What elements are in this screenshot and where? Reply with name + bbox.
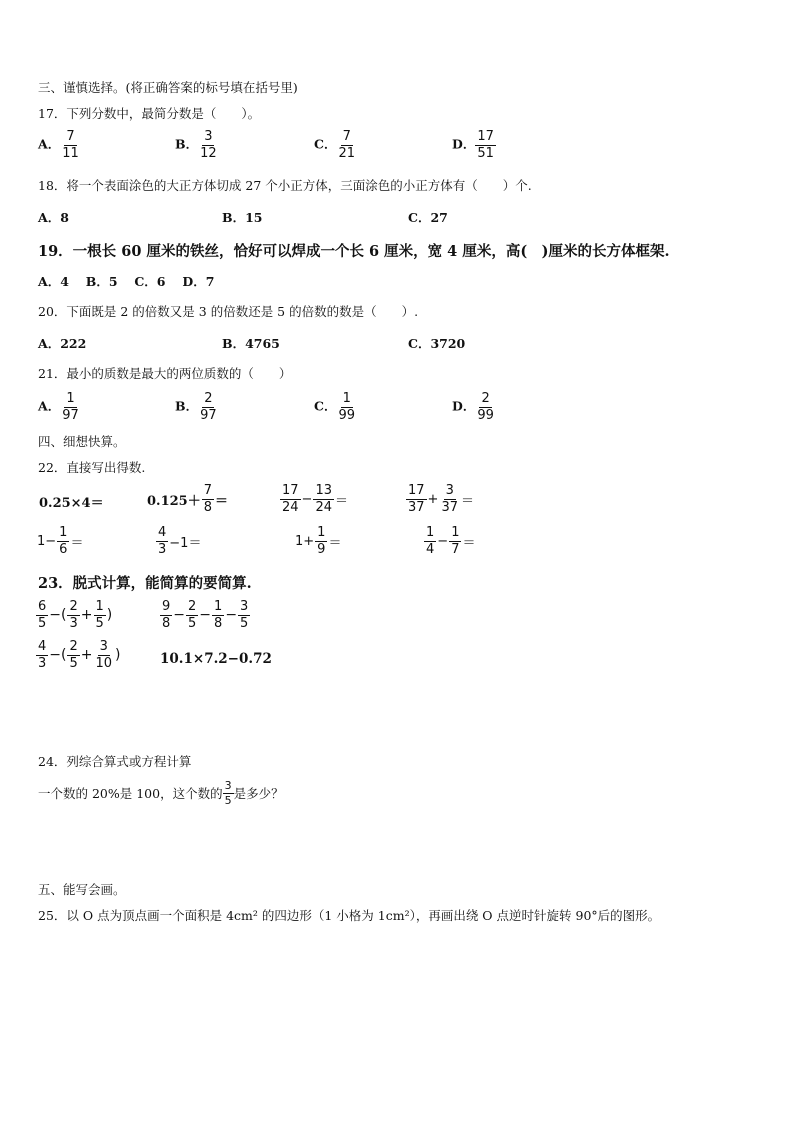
fraction: $\frac{1}{6}$ [59,525,68,557]
question-22-stem: 22．直接写出得数. [38,460,146,475]
question-23-stem: 23．脱式计算，能简算的要简算. [38,575,252,592]
q22-expression-5: 1− $\frac{1}{6}$ ＝ [37,525,84,557]
fraction: $\frac{7}{8}$ [203,483,212,515]
q21-option-b[interactable]: B． $\frac{2}{97}$ [175,391,217,423]
q22-expression-6: $\frac{4}{3}$ −1＝ [158,525,202,557]
fraction: $\frac{2}{5}$ [188,599,197,631]
fraction: $\frac{17}{24}$ [282,483,299,515]
q18-option-b[interactable]: B．15 [222,210,263,225]
fraction: $\frac{1}{99}$ [338,391,355,423]
fraction: $\frac{3}{12}$ [200,129,217,161]
q17-option-a[interactable]: A． $\frac{7}{11}$ [38,129,79,161]
q21-option-a[interactable]: A． $\frac{1}{97}$ [38,391,79,423]
fraction: $\frac{1}{97}$ [62,391,79,423]
q19-options[interactable]: A．4 B．5 C．6 D．7 [38,274,215,289]
q21-option-c[interactable]: C． $\frac{1}{99}$ [314,391,355,423]
q23-calculation-1: $\frac{6}{5}$ −( $\frac{2}{3}$ + $\frac{1}{5}$ ) [38,599,113,631]
q20-option-c[interactable]: C．3720 [408,336,466,351]
question-24-problem: 一个数的 20%是 100，这个数的 $\frac{3}{5}$ 是多少？ [38,779,284,807]
question-19-stem: 19．一根长 60 厘米的铁丝，恰好可以焊成一个长 6 厘米，宽 4 厘米，高( )厘米的长方体框架. [38,243,670,260]
fraction: $\frac{3}{37}$ [441,483,458,515]
fraction: $\frac{9}{8}$ [162,599,171,631]
q20-option-a[interactable]: A．222 [38,336,87,351]
q18-option-c[interactable]: C．27 [408,210,448,225]
fraction: $\frac{2}{97}$ [200,391,217,423]
question-21-stem: 21．最小的质数是最大的两位质数的（ ） [38,366,292,381]
fraction: $\frac{7}{21}$ [338,129,355,161]
fraction: $\frac{1}{4}$ [426,525,435,557]
q23-calculation-3: $\frac{4}{3}$ −( $\frac{2}{5}$ + $\frac{3}{10}$ ) [38,639,121,671]
fraction: $\frac{17}{37}$ [408,483,425,515]
fraction: $\frac{7}{11}$ [62,129,79,161]
fraction: $\frac{4}{3}$ [38,639,47,671]
fraction: $\frac{3}{5}$ [224,779,232,807]
question-18-stem: 18．将一个表面涂色的大正方体切成 27 个小正方体，三面涂色的小正方体有（ ）个. [38,178,532,193]
fraction: $\frac{1}{9}$ [317,525,326,557]
fraction: $\frac{3}{10}$ [95,639,113,671]
question-25-stem: 25．以 O 点为顶点画一个面积是 4cm² 的四边形（1 小格为 1cm²），再画出绕 O 点逆时针旋转 90°后的图形。 [38,908,661,923]
q23-calculation-2: $\frac{9}{8}$ − $\frac{2}{5}$ − $\frac{1}{8}$ − $\frac{3}{5}$ [162,599,249,631]
fraction: $\frac{3}{5}$ [240,599,249,631]
q22-expression-7: 1+ $\frac{1}{9}$ ＝ [295,525,342,557]
q22-expression-2: 0.125＋ $\frac{7}{8}$ ＝ [147,483,229,515]
q21-option-d[interactable]: D． $\frac{2}{99}$ [452,391,494,423]
fraction: $\frac{1}{8}$ [214,599,223,631]
section-5-heading: 五、能写会画。 [38,882,126,897]
q23-calculation-4: 10.1×7.2−0.72 [160,651,272,667]
fraction: $\frac{6}{5}$ [38,599,47,631]
q22-expression-3: $\frac{17}{24}$ − $\frac{13}{24}$ ＝ [282,483,349,515]
q17-option-b[interactable]: B． $\frac{3}{12}$ [175,129,217,161]
question-17-stem: 17．下列分数中，最简分数是（ ）。 [38,106,261,121]
q20-option-b[interactable]: B．4765 [222,336,280,351]
q22-expression-8: $\frac{1}{4}$ − $\frac{1}{7}$ ＝ [426,525,476,557]
q17-option-c[interactable]: C． $\frac{7}{21}$ [314,129,355,161]
section-4-heading: 四、细想快算。 [38,434,126,449]
fraction: $\frac{4}{3}$ [158,525,167,557]
question-20-stem: 20．下面既是 2 的倍数又是 3 的倍数还是 5 的倍数的数是（ ）. [38,304,419,319]
question-24-stem: 24．列综合算式或方程计算 [38,754,192,769]
fraction: $\frac{2}{5}$ [69,639,78,671]
fraction: $\frac{1}{5}$ [95,599,104,631]
q22-expression-1: 0.25×4＝ [39,496,104,511]
section-3-heading: 三、谨慎选择。(将正确答案的标号填在括号里) [38,80,298,95]
q22-expression-4: $\frac{17}{37}$ + $\frac{3}{37}$ ＝ [408,483,475,515]
q17-option-d[interactable]: D． $\frac{17}{51}$ [452,129,494,161]
q18-option-a[interactable]: A．8 [38,210,69,225]
fraction: $\frac{1}{7}$ [451,525,460,557]
fraction: $\frac{2}{3}$ [69,599,78,631]
fraction: $\frac{13}{24}$ [315,483,332,515]
fraction: $\frac{2}{99}$ [477,391,494,423]
fraction: $\frac{17}{51}$ [477,129,494,161]
